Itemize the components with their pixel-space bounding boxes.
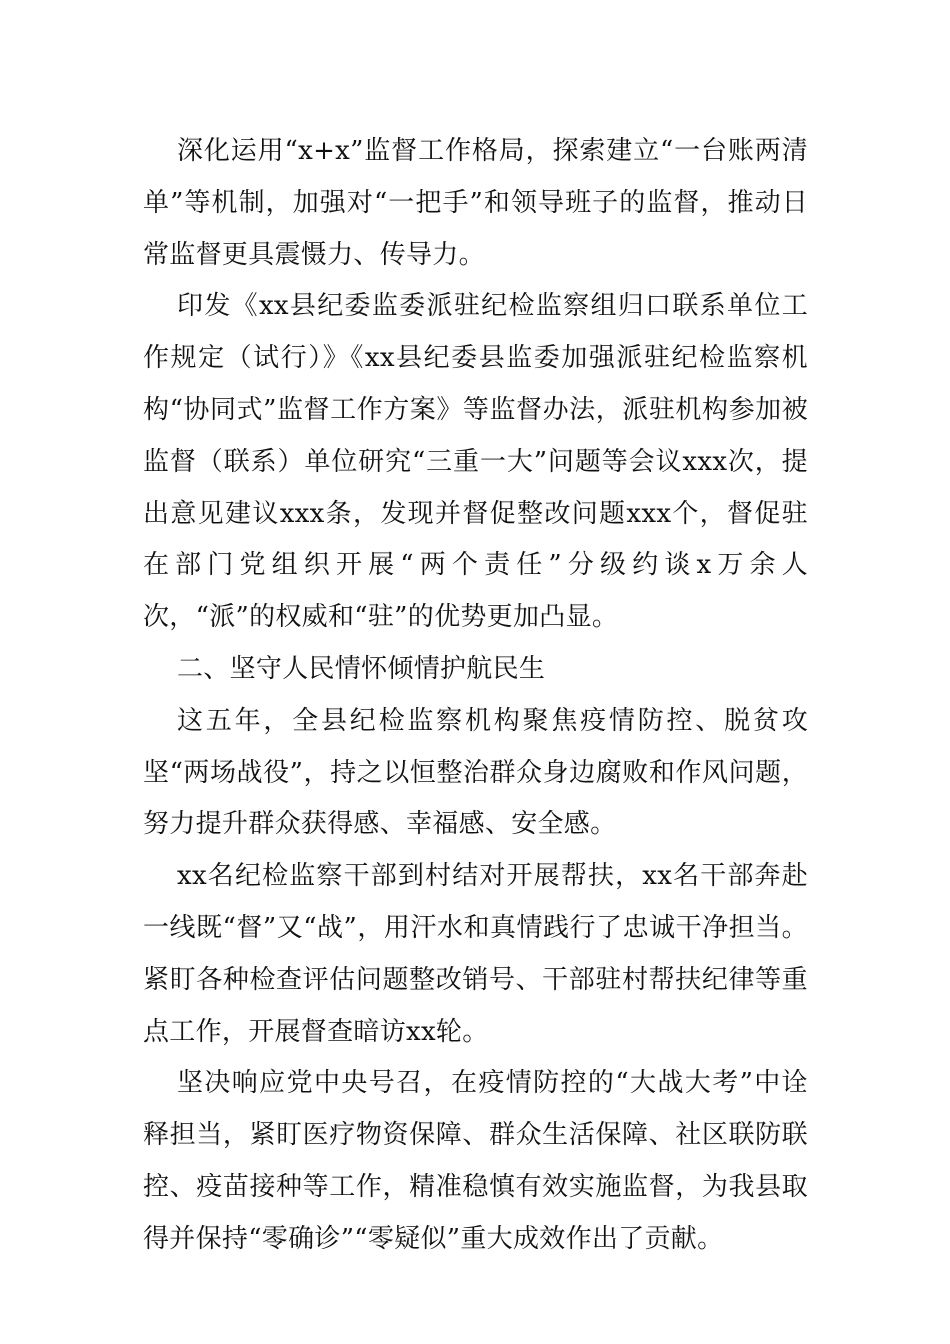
document-body — [143, 126, 808, 1266]
paragraph-five-years: 这五年，全县纪检监察机构聚焦疫情防控、脱贫攻坚“两场战役”，持之以恒整治群众身边腐败和作风问题，努力提升群众获得感、幸福感、安全感。 — [143, 705, 808, 840]
paragraph-dispatched-agencies: 印发《xx县纪委监委派驻纪检监察组归口联系单位工作规定（试行）》《xx县纪委县监委加强派驻纪检监察机构“协同式”监督工作方案》等监督办法，派驻机构参加被监督（联系）单位研究“三重一大”问题等会议xxx次，提出意见建议xxx条，发现并督促整改问题xxx个，督促驻在部门党组织开展“两个责任”分级约谈x万余人次，“派”的权威和“驻”的优势更加凸显。 — [143, 291, 808, 633]
paragraph-poverty-assistance: xx名纪检监察干部到村结对开展帮扶，xx名干部奔赴一线既“督”又“战”，用汗水和真情践行了忠诚干净担当。紧盯各种检查评估问题整改销号、干部驻村帮扶纪律等重点工作，开展督查暗访xx轮。 — [143, 861, 808, 1047]
section-heading: 二、坚守人民情怀倾情护航民生 — [177, 653, 546, 684]
paragraph-epidemic-control: 坚决响应党中央号召，在疫情防控的“大战大考”中诠释担当，紧盯医疗物资保障、群众生活保障、社区联防联控、疫苗接种等工作，精准稳慎有效实施监督，为我县取得并保持“零确诊”“零疑似”重大成效作出了贡献。 — [143, 1068, 808, 1254]
paragraph-supervision-pattern: 深化运用“x+x”监督工作格局，探索建立“一台账两清单”等机制，加强对“一把手”和领导班子的监督，推动日常监督更具震慑力、传导力。 — [143, 136, 808, 270]
